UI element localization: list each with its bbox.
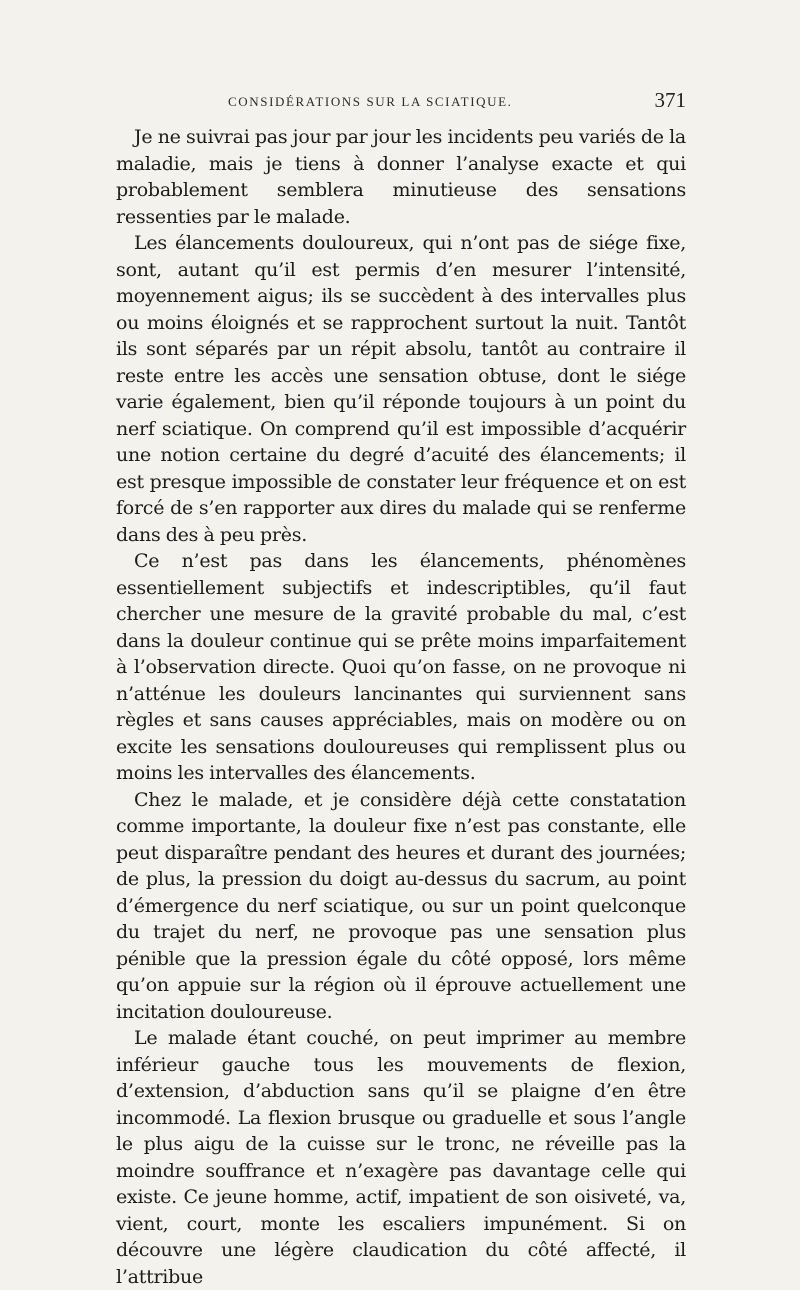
running-title: CONSIDÉRATIONS SUR LA SCIATIQUE. bbox=[228, 94, 513, 109]
page-number: 371 bbox=[654, 88, 686, 112]
paragraph-5: Le malade étant couché, on peut imprimer au membre inférieur gauche tous les mouvements de flexion, d’extension, d’abduction sans qu’il se plaigne d’en être incommodé. La flexion brusque ou graduelle et sous l’angle le plus aigu de la cuisse sur le tronc, ne réveille pas la moindre souffrance et n’exagère pas davantage celle qui existe. Ce jeune homme, actif, impatient de son oisiveté, va, vient, court, monte les escaliers impunément. Si on découvre une légère claudication du côté affecté, il l’attribue bbox=[116, 1027, 686, 1288]
running-head bbox=[116, 88, 686, 120]
book-page bbox=[116, 88, 686, 1290]
paragraph-3: Ce n’est pas dans les élancements, phénomènes essentiellement subjectifs et indescriptibles, qu’il faut chercher une mesure de la gravité probable du mal, c’est dans la douleur continue qui se prête moins imparfaitement à l’observation directe. Quoi qu’on fasse, on ne provoque ni n’atténue les douleurs lancinantes qui surviennent sans règles et sans causes appréciables, mais on modère ou on excite les sensations douloureuses qui remplissent plus ou moins les intervalles des élancements. bbox=[116, 550, 686, 784]
paragraph-2: Les élancements douloureux, qui n’ont pas de siége fixe, sont, autant qu’il est permis d’en mesurer l’intensité, moyennement aigus; ils se succèdent à des intervalles plus ou moins éloignés et se rapprochent surtout la nuit. Tantôt ils sont séparés par un répit absolu, tantôt au contraire il reste entre les accès une sensation obtuse, dont le siége varie également, bien qu’il réponde toujours à un point du nerf sciatique. On comprend qu’il est impossible d’acquérir une notion certaine du degré d’acuité des élancements; il est presque impossible de constater leur fréquence et on est forcé de s’en rapporter aux dires du malade qui se renferme dans des à peu près. bbox=[116, 232, 686, 546]
paragraph-1: Je ne suivrai pas jour par jour les incidents peu variés de la maladie, mais je tiens à donner l’analyse exacte et qui probablement semblera minutieuse des sensations ressenties par le malade. bbox=[116, 126, 686, 228]
body-text bbox=[116, 124, 686, 1290]
paragraph-4: Chez le malade, et je considère déjà cette constatation comme importante, la douleur fixe n’est pas constante, elle peut disparaître pendant des heures et durant des journées; de plus, la pression du doigt au-dessus du sacrum, au point d’émergence du nerf sciatique, ou sur un point quelconque du trajet du nerf, ne provoque pas une sensation plus pénible que la pression égale du côté opposé, lors même qu’on appuie sur la région où il éprouve actuellement une incitation douloureuse. bbox=[116, 788, 686, 1023]
